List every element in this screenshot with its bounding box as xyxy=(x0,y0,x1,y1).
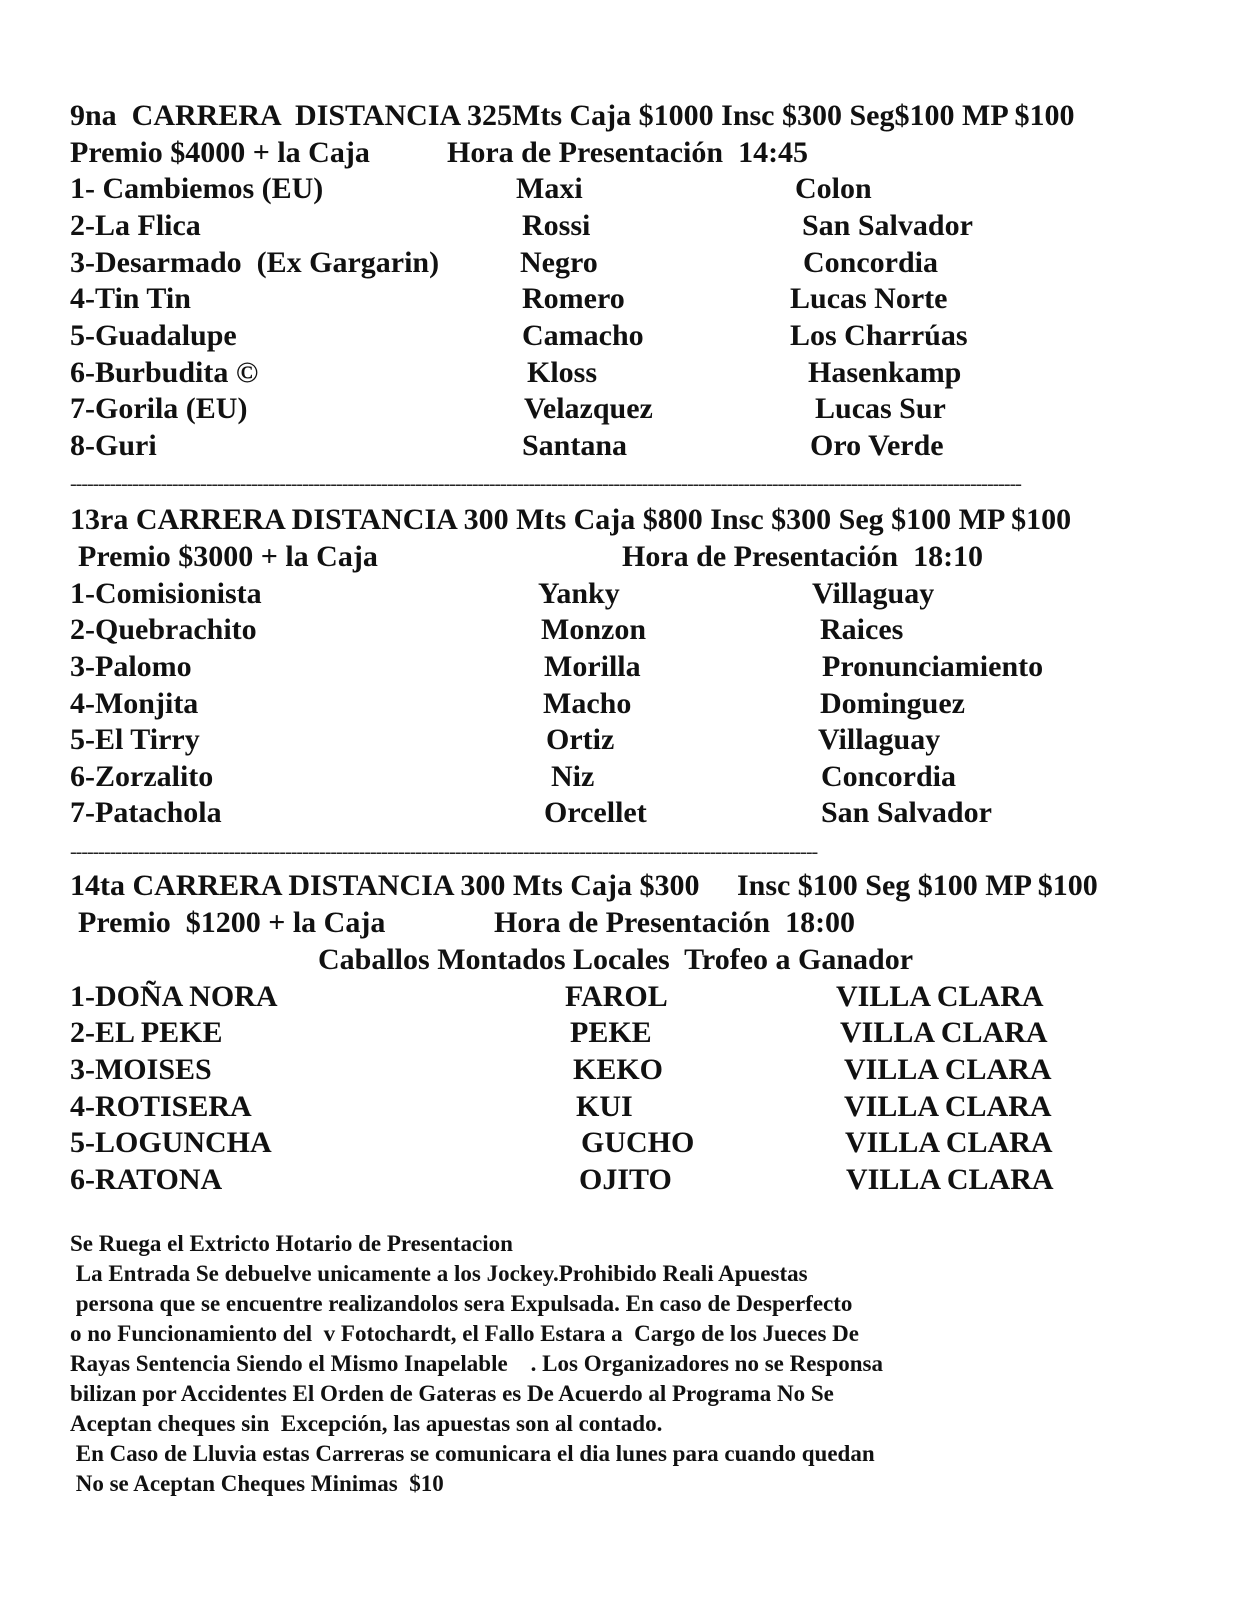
entry-town: Los Charrúas xyxy=(790,319,968,352)
entry-horse: 3-Desarmado (Ex Gargarin) xyxy=(70,246,440,279)
entry-town: VILLA CLARA xyxy=(846,1163,1054,1196)
note-line: persona que se encuentre realizandolos sera Expulsada. En caso de Desperfecto xyxy=(70,1291,853,1316)
entry-town: VILLA CLARA xyxy=(845,1126,1053,1159)
entry-town: VILLA CLARA xyxy=(836,980,1044,1013)
entry-horse: 5-El Tirry xyxy=(70,723,200,756)
entry-jockey: Yanky xyxy=(538,577,620,610)
entry-town: VILLA CLARA xyxy=(840,1016,1048,1049)
entry-horse: 2-Quebrachito xyxy=(70,613,257,646)
note-line: No se Aceptan Cheques Minimas $10 xyxy=(70,1471,444,1496)
entry-horse: 8-Guri xyxy=(70,429,157,462)
entry-jockey: OJITO xyxy=(579,1163,672,1196)
note-line: Aceptan cheques sin Excepción, las apuestas son al contado. xyxy=(70,1411,663,1436)
entry-town: Dominguez xyxy=(820,687,965,720)
entry-horse: 2-EL PEKE xyxy=(70,1016,223,1049)
entry-horse: 2-La Flica xyxy=(70,209,201,242)
entry-horse: 6-RATONA xyxy=(70,1163,223,1196)
entry-town: Villaguay xyxy=(818,723,941,756)
entry-jockey: PEKE xyxy=(570,1016,652,1049)
entry-horse: 7-Patachola xyxy=(70,796,222,829)
entry-jockey: KEKO xyxy=(573,1053,664,1086)
entry-jockey: Monzon xyxy=(541,613,646,646)
entry-town: Hasenkamp xyxy=(808,356,962,389)
entry-town: Colon xyxy=(795,172,872,205)
note-line: bilizan por Accidentes El Orden de Gateras es De Acuerdo al Programa No Se xyxy=(70,1381,834,1406)
entry-horse: 4-ROTISERA xyxy=(70,1090,252,1123)
entry-town: San Salvador xyxy=(821,796,992,829)
note-line: o no Funcionamiento del v Fotochardt, el Fallo Estara a Cargo de los Jueces De xyxy=(70,1321,859,1346)
entry-town: San Salvador xyxy=(802,209,973,242)
entry-jockey: Ortiz xyxy=(546,723,615,756)
race-13-prize: Premio $3000 + la Caja xyxy=(78,540,378,573)
entry-town: Lucas Sur xyxy=(815,392,946,425)
note-line: Se Ruega el Extricto Hotario de Presentacion xyxy=(70,1231,513,1256)
entry-town: Lucas Norte xyxy=(790,282,948,315)
entry-town: Pronunciamiento xyxy=(822,650,1044,683)
entry-horse: 3-Palomo xyxy=(70,650,192,683)
entry-jockey: Maxi xyxy=(516,172,583,205)
entry-jockey: FAROL xyxy=(565,980,668,1013)
entry-horse: 6-Burbudita © xyxy=(70,356,259,389)
race-9-prize: Premio $4000 + la Caja xyxy=(70,136,370,169)
race-13-presentation-time: Hora de Presentación 18:10 xyxy=(622,540,984,573)
entry-town: VILLA CLARA xyxy=(844,1090,1052,1123)
section-divider: ------------------------------------------------------------------------------------------------------------------------------------ xyxy=(70,842,818,862)
entry-horse: 4-Monjita xyxy=(70,687,199,720)
entry-town: Villaguay xyxy=(812,577,935,610)
entry-jockey: Morilla xyxy=(544,650,641,683)
entry-horse: 5-Guadalupe xyxy=(70,319,237,352)
entry-horse: 1-Comisionista xyxy=(70,577,262,610)
race-13-header: 13ra CARRERA DISTANCIA 300 Mts Caja $800 Insc $300 Seg $100 MP $100 xyxy=(70,503,1072,536)
entry-town: Raices xyxy=(820,613,904,646)
race-9-presentation-time: Hora de Presentación 14:45 xyxy=(447,136,809,169)
entry-horse: 3-MOISES xyxy=(70,1053,212,1086)
race-14-subtitle: Caballos Montados Locales Trofeo a Ganador xyxy=(318,943,914,976)
entry-jockey: Velazquez xyxy=(524,392,653,425)
note-line: Rayas Sentencia Siendo el Mismo Inapelable . Los Organizadores no se Responsa xyxy=(70,1351,883,1376)
entry-jockey: Romero xyxy=(522,282,625,315)
entry-horse: 4-Tin Tin xyxy=(70,282,191,315)
section-divider: ------------------------------------------------------------------------------------------------------------------------------------------------------------------------ xyxy=(70,474,1021,494)
entry-town: Concordia xyxy=(803,246,938,279)
note-line: En Caso de Lluvia estas Carreras se comunicara el dia lunes para cuando quedan xyxy=(70,1441,875,1466)
entry-jockey: Camacho xyxy=(522,319,644,352)
race-9-header: 9na CARRERA DISTANCIA 325Mts Caja $1000 Insc $300 Seg$100 MP $100 xyxy=(70,99,1075,132)
entry-jockey: Rossi xyxy=(522,209,591,242)
entry-horse: 7-Gorila (EU) xyxy=(70,392,248,425)
entry-town: VILLA CLARA xyxy=(844,1053,1052,1086)
entry-horse: 1-DOÑA NORA xyxy=(70,980,278,1013)
entry-jockey: Macho xyxy=(543,687,632,720)
entry-jockey: Kloss xyxy=(527,356,598,389)
entry-horse: 1- Cambiemos (EU) xyxy=(70,172,324,205)
entry-jockey: Negro xyxy=(520,246,598,279)
note-line: La Entrada Se debuelve unicamente a los Jockey.Prohibido Reali Apuestas xyxy=(70,1261,808,1286)
entry-jockey: Niz xyxy=(551,760,595,793)
entry-town: Oro Verde xyxy=(810,429,944,462)
entry-town: Concordia xyxy=(821,760,956,793)
entry-jockey: Santana xyxy=(522,429,628,462)
entry-jockey: GUCHO xyxy=(581,1126,695,1159)
entry-jockey: Orcellet xyxy=(544,796,647,829)
entry-jockey: KUI xyxy=(576,1090,633,1123)
race-14-header: 14ta CARRERA DISTANCIA 300 Mts Caja $300 Insc $100 Seg $100 MP $100 xyxy=(70,869,1098,902)
entry-horse: 6-Zorzalito xyxy=(70,760,214,793)
race-14-prize: Premio $1200 + la Caja xyxy=(78,906,386,939)
race-14-presentation-time: Hora de Presentación 18:00 xyxy=(494,906,856,939)
entry-horse: 5-LOGUNCHA xyxy=(70,1126,272,1159)
